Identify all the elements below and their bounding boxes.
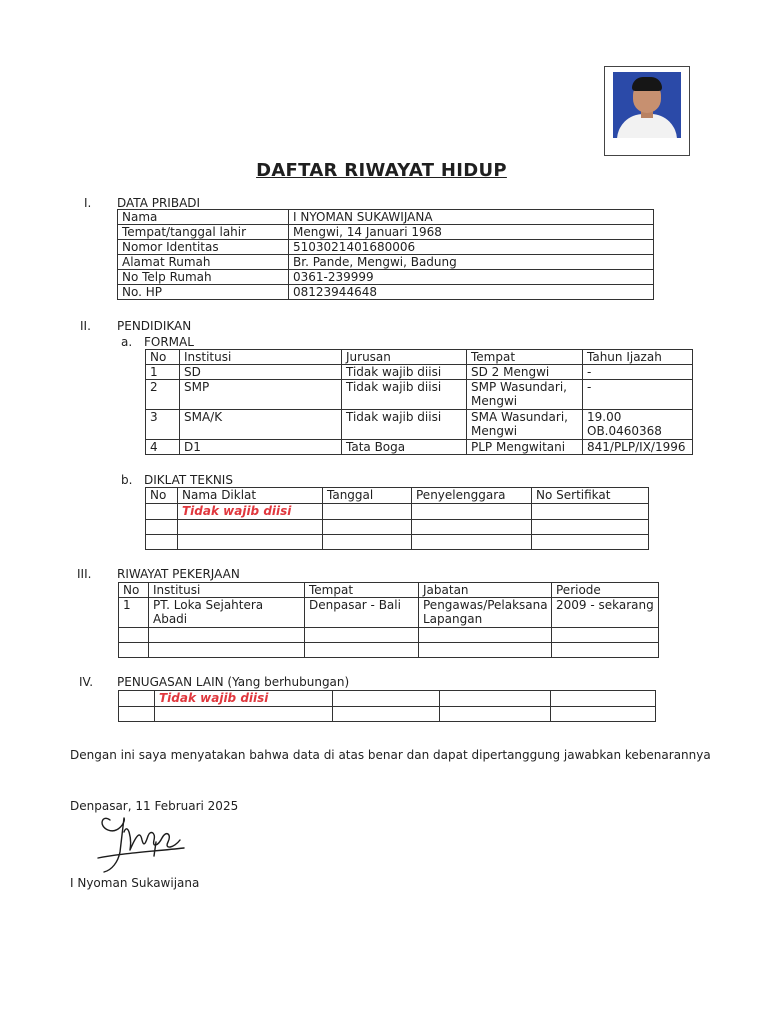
table-cell: 2009 - sekarang xyxy=(552,598,659,628)
table-row xyxy=(146,535,649,550)
table-row xyxy=(119,707,656,722)
table-row xyxy=(118,255,654,270)
table-row xyxy=(118,210,654,225)
table-header-row xyxy=(146,350,693,365)
column-header: No xyxy=(119,583,149,598)
column-header: Jurusan xyxy=(342,350,467,365)
table-cell: 19.00 OB.0460368 xyxy=(583,410,693,440)
table-cell: Tata Boga xyxy=(342,440,467,455)
table-cell xyxy=(552,643,659,658)
table-cell xyxy=(119,628,149,643)
column-header: Periode xyxy=(552,583,659,598)
table-cell: 4 xyxy=(146,440,180,455)
subsection-a-title: FORMAL xyxy=(144,335,194,349)
personal-value: Mengwi, 14 Januari 1968 xyxy=(289,225,654,240)
not-required-note: Tidak wajib diisi xyxy=(178,504,323,520)
subsection-a-label: a. xyxy=(121,335,133,349)
table-row xyxy=(119,691,656,707)
place-date: Denpasar, 11 Februari 2025 xyxy=(70,799,239,813)
section-4-title: PENUGASAN LAIN (Yang berhubungan) xyxy=(117,675,350,689)
column-header: Penyelenggara xyxy=(412,488,532,504)
signature-image xyxy=(96,812,196,878)
profile-photo xyxy=(613,72,681,138)
table-cell: SD xyxy=(180,365,342,380)
table-row xyxy=(146,365,693,380)
table-cell xyxy=(119,643,149,658)
personal-data-table xyxy=(117,209,654,300)
table-cell: 1 xyxy=(119,598,149,628)
personal-label: Tempat/tanggal lahir xyxy=(118,225,289,240)
personal-label: Alamat Rumah xyxy=(118,255,289,270)
table-cell xyxy=(419,643,552,658)
table-cell: Pengawas/Pelaksana Lapangan xyxy=(419,598,552,628)
table-row xyxy=(146,504,649,520)
table-cell xyxy=(149,628,305,643)
section-1-number: I. xyxy=(84,196,92,210)
table-cell: SMP Wasundari, Mengwi xyxy=(467,380,583,410)
table-cell xyxy=(178,520,323,535)
column-header: Institusi xyxy=(149,583,305,598)
table-cell: Tidak wajib diisi xyxy=(342,410,467,440)
table-cell xyxy=(146,504,178,520)
table-cell: SMP xyxy=(180,380,342,410)
table-cell: 1 xyxy=(146,365,180,380)
table-cell xyxy=(440,707,551,722)
table-cell: SMA Wasundari, Mengwi xyxy=(467,410,583,440)
column-header: Jabatan xyxy=(419,583,552,598)
table-cell: Denpasar - Bali xyxy=(305,598,419,628)
table-cell xyxy=(323,520,412,535)
subsection-b-label: b. xyxy=(121,473,133,487)
section-1-title: DATA PRIBADI xyxy=(117,196,201,210)
not-required-note: Tidak wajib diisi xyxy=(155,691,333,707)
table-cell xyxy=(155,707,333,722)
table-cell xyxy=(333,707,440,722)
table-row xyxy=(146,410,693,440)
diklat-table xyxy=(145,487,649,550)
table-cell xyxy=(532,535,649,550)
table-cell: - xyxy=(583,380,693,410)
table-cell xyxy=(119,691,155,707)
photo-hair xyxy=(632,77,662,91)
column-header: Tahun Ijazah xyxy=(583,350,693,365)
table-cell xyxy=(532,520,649,535)
table-cell xyxy=(305,643,419,658)
table-cell xyxy=(532,504,649,520)
table-header-row xyxy=(119,583,659,598)
table-row xyxy=(146,440,693,455)
table-cell: PLP Mengwitani xyxy=(467,440,583,455)
personal-label: Nomor Identitas xyxy=(118,240,289,255)
column-header: No xyxy=(146,350,180,365)
subsection-b-title: DIKLAT TEKNIS xyxy=(144,473,233,487)
table-row xyxy=(146,520,649,535)
table-row xyxy=(118,270,654,285)
table-row xyxy=(119,598,659,628)
table-cell xyxy=(412,520,532,535)
section-2-title: PENDIDIKAN xyxy=(117,319,192,333)
table-row xyxy=(118,240,654,255)
column-header: Tempat xyxy=(305,583,419,598)
table-row xyxy=(146,380,693,410)
personal-value: 08123944648 xyxy=(289,285,654,300)
table-cell xyxy=(149,643,305,658)
table-row xyxy=(119,628,659,643)
signer-name: I Nyoman Sukawijana xyxy=(70,876,200,890)
other-assignments-table xyxy=(118,690,656,722)
profile-photo-frame xyxy=(604,66,690,156)
column-header: Nama Diklat xyxy=(178,488,323,504)
table-cell: PT. Loka Sejahtera Abadi xyxy=(149,598,305,628)
table-cell: 841/PLP/IX/1996 xyxy=(583,440,693,455)
personal-value: I NYOMAN SUKAWIJANA xyxy=(289,210,654,225)
personal-value: 0361-239999 xyxy=(289,270,654,285)
table-cell xyxy=(323,504,412,520)
table-cell xyxy=(440,691,551,707)
column-header: No Sertifikat xyxy=(532,488,649,504)
page-title: DAFTAR RIWAYAT HIDUP xyxy=(256,160,507,181)
table-cell xyxy=(323,535,412,550)
section-3-title: RIWAYAT PEKERJAAN xyxy=(117,567,240,581)
column-header: Tempat xyxy=(467,350,583,365)
table-cell: 2 xyxy=(146,380,180,410)
column-header: Institusi xyxy=(180,350,342,365)
table-cell: Tidak wajib diisi xyxy=(342,380,467,410)
table-cell: SMA/K xyxy=(180,410,342,440)
work-history-table xyxy=(118,582,659,658)
table-row xyxy=(119,643,659,658)
table-cell: SD 2 Mengwi xyxy=(467,365,583,380)
formal-education-table xyxy=(145,349,693,455)
table-cell xyxy=(412,535,532,550)
table-cell xyxy=(551,707,656,722)
personal-value: 5103021401680006 xyxy=(289,240,654,255)
declaration-statement: Dengan ini saya menyatakan bahwa data di atas benar dan dapat dipertanggung jawabkan kebenarannya xyxy=(70,748,711,762)
column-header: No xyxy=(146,488,178,504)
table-header-row xyxy=(146,488,649,504)
table-cell: D1 xyxy=(180,440,342,455)
column-header: Tanggal xyxy=(323,488,412,504)
table-cell xyxy=(146,535,178,550)
table-cell: 3 xyxy=(146,410,180,440)
table-cell xyxy=(119,707,155,722)
table-cell xyxy=(305,628,419,643)
table-cell: - xyxy=(583,365,693,380)
personal-label: No Telp Rumah xyxy=(118,270,289,285)
section-4-number: IV. xyxy=(79,675,94,689)
table-cell xyxy=(419,628,552,643)
table-cell xyxy=(412,504,532,520)
table-row xyxy=(118,225,654,240)
table-cell xyxy=(333,691,440,707)
table-cell xyxy=(178,535,323,550)
personal-value: Br. Pande, Mengwi, Badung xyxy=(289,255,654,270)
table-cell xyxy=(146,520,178,535)
table-cell xyxy=(551,691,656,707)
table-cell xyxy=(552,628,659,643)
table-row xyxy=(118,285,654,300)
section-2-number: II. xyxy=(80,319,91,333)
personal-label: Nama xyxy=(118,210,289,225)
personal-label: No. HP xyxy=(118,285,289,300)
section-3-number: III. xyxy=(77,567,92,581)
table-cell: Tidak wajib diisi xyxy=(342,365,467,380)
